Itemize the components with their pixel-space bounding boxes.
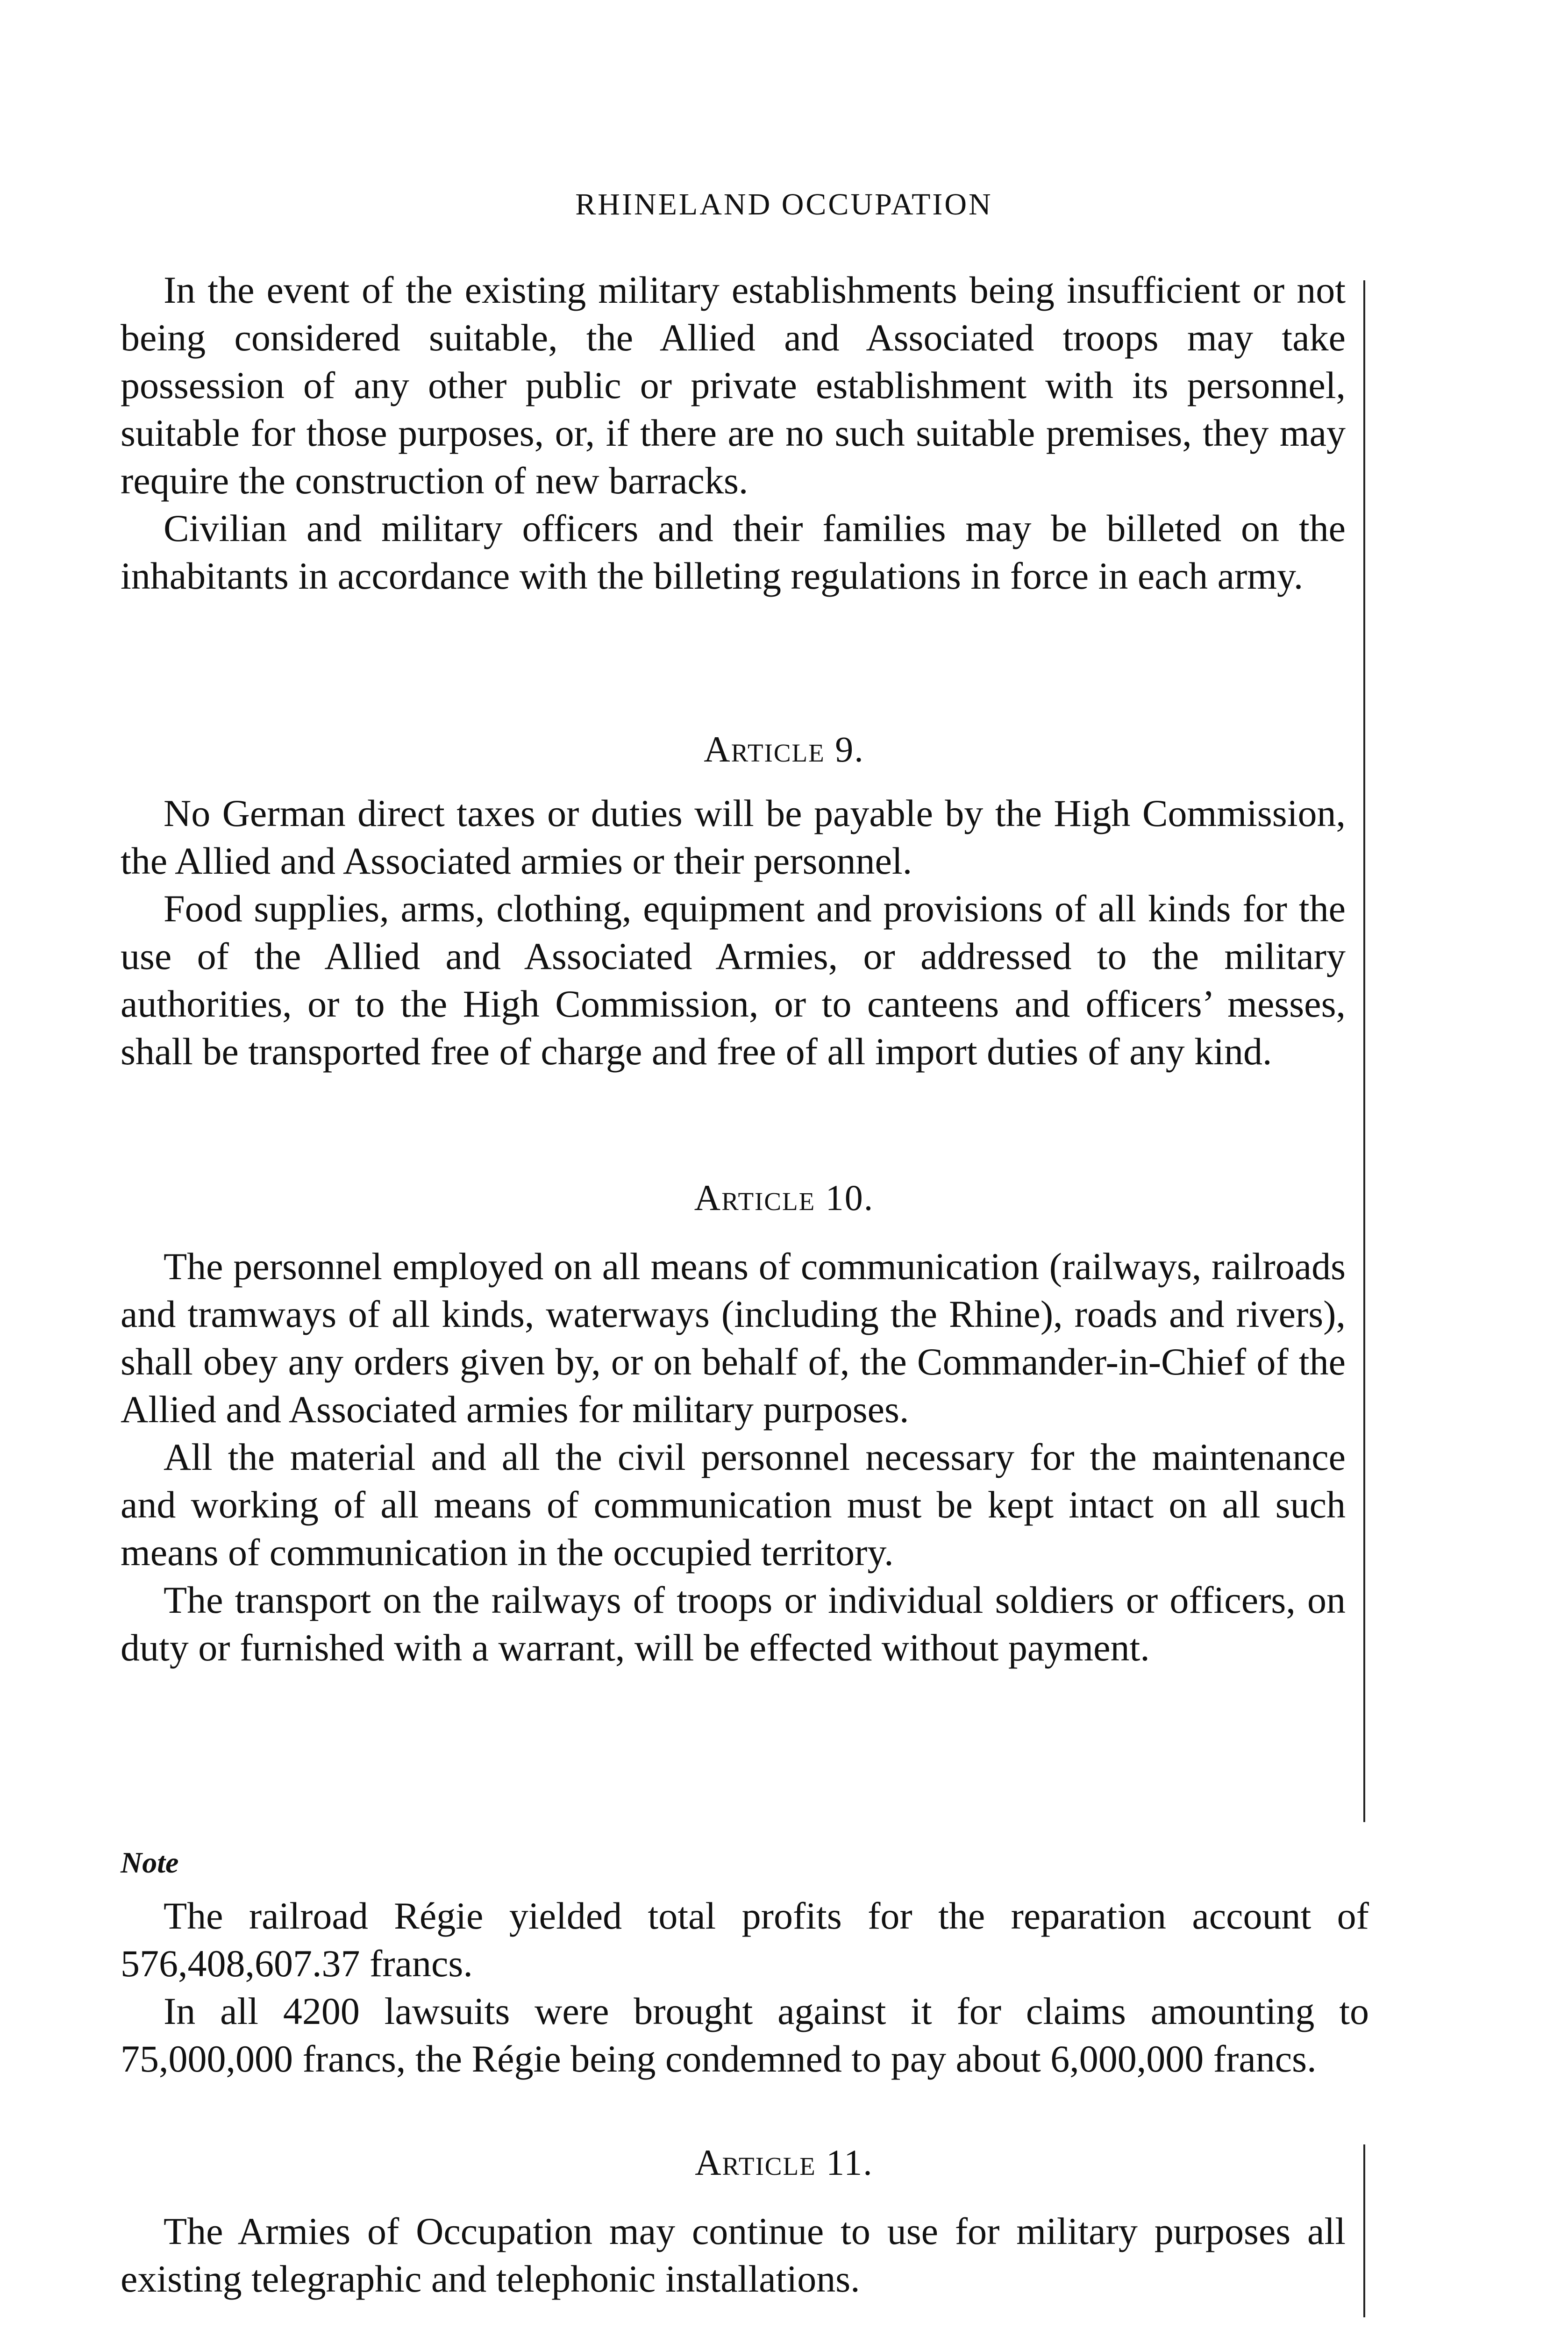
paragraph: The railroad Régie yielded total profits for the reparation account of 576,408,607.37 francs. [121, 1894, 1369, 1985]
margin-rule [1363, 280, 1365, 1822]
paragraph: The Armies of Occupation may continue to use for military purposes all existing telegraphic and telephonic installations. [121, 2210, 1346, 2300]
article-9-heading: Article 9. [704, 729, 864, 769]
article-9-body [121, 790, 1346, 1075]
paragraph: No German direct taxes or duties will be payable by the High Commission, the Allied and Associated armies or their personnel. [121, 792, 1346, 882]
running-header: RHINELAND OCCUPATION [575, 187, 993, 221]
note-label: Note [121, 1846, 179, 1879]
paragraph: The personnel employed on all means of communication (railways, railroads and tramways of all kinds, waterways (including the Rhine), roads and rivers), shall obey any orders given by, or on behalf of, the Commander-in-Chief of the Allied and Associated armies for military purposes. [121, 1245, 1346, 1431]
paragraph: Food supplies, arms, clothing, equipment and provisions of all kinds for the use of the Allied and Associated Armies, or addressed to the military authorities, or to the High Commission, or to canteens and officers’ messes, shall be transported free of charge and free of all import duties of any kind. [121, 887, 1346, 1073]
paragraph: All the material and all the civil personnel necessary for the maintenance and working of all means of communication must be kept intact on all such means of communication in the occupied territory. [121, 1436, 1346, 1574]
paragraph: The transport on the railways of troops or individual soldiers or officers, on duty or furnished with a warrant, will be effected without payment. [121, 1579, 1346, 1669]
article-10-body [121, 1243, 1346, 1672]
margin-rule [1363, 2144, 1365, 2317]
paragraph: In the event of the existing military establishments being insufficient or not being considered suitable, the Allied and Associated troops may take possession of any other public or private establishment with its personnel, suitable for those purposes, or, if there are no such suitable premises, they may require the construction of new barracks. [121, 269, 1346, 502]
article-11-body [121, 2208, 1346, 2303]
paragraph: Civilian and military officers and their families may be billeted on the inhabitants in accordance with the billeting regulations in force in each army. [121, 507, 1346, 597]
article-11-heading: Article 11. [695, 2142, 873, 2183]
opening-section [121, 266, 1346, 600]
article-10-heading: Article 10. [694, 1177, 874, 1218]
paragraph: In all 4200 lawsuits were brought against it for claims amounting to 75,000,000 francs, the Régie being condemned to pay about 6,000,000 francs. [121, 1990, 1369, 2080]
note-body [121, 1892, 1369, 2083]
